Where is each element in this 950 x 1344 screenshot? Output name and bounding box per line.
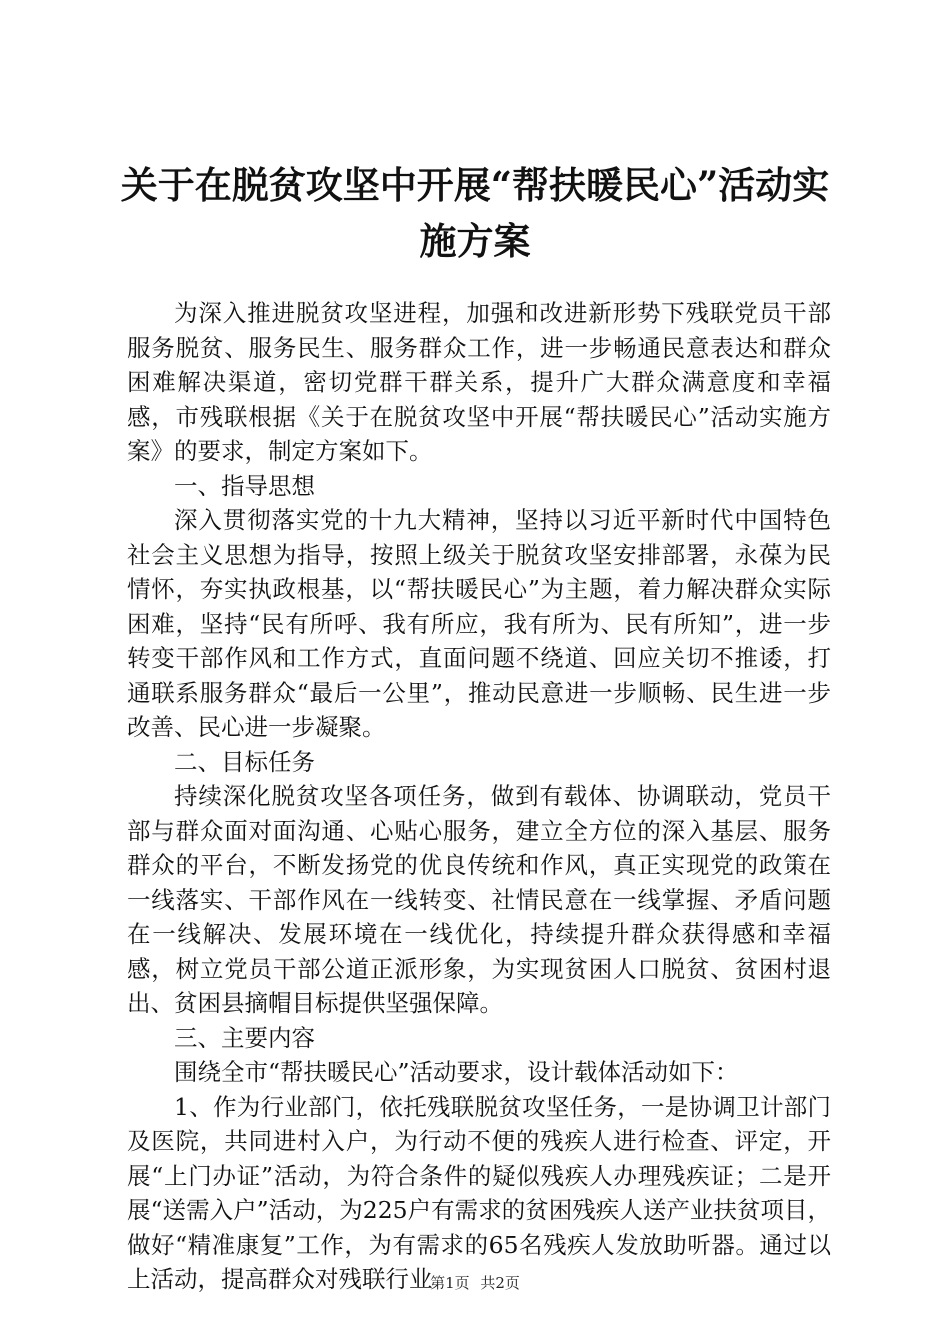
section-heading-goals: 二、目标任务 [174,747,315,776]
page-number-total: 共2页 [480,1274,520,1292]
document-body [127,296,831,1297]
section-heading-guiding-ideology: 一、指导思想 [174,471,315,500]
document-title-line-1: 关于在脱贫攻坚中开展“帮扶暖民心”活动实 [120,163,830,207]
paragraph-guiding-ideology: 深入贯彻落实党的十九大精神，坚持以习近平新时代中国特色社会主义思想为指导，按照上级关于脱贫攻坚安排部署，永葆为民情怀，夯实执政根基，以“帮扶暖民心”为主题，着力解决群众实际困难，坚持“民有所呼、我有所应，我有所为、民有所知”，进一步转变干部作风和工作方式，直面问题不绕道、回应关切不推诿，打通联系服务群众“最后一公里”，推动民意进一步顺畅、民生进一步改善、民心进一步凝聚。 [127,506,831,741]
paragraph-goals: 持续深化脱贫攻坚各项任务，做到有载体、协调联动，党员干部与群众面对面沟通、心贴心服务，建立全方位的深入基层、服务群众的平台，不断发扬党的优良传统和作风，真正实现党的政策在一线落实、干部作风在一线转变、社情民意在一线掌握、矛盾问题在一线解决、发展环境在一线优化，持续提升群众获得感和幸福感，树立党员干部公道正派形象，为实现贫困人口脱贫、贫困村退出、贫困县摘帽目标提供坚强保障。 [127,782,831,1017]
page-footer [0,1272,950,1293]
paragraph-item-1: 1、作为行业部门，依托残联脱贫攻坚任务，一是协调卫计部门及医院，共同进村入户，为行动不便的残疾人进行检查、评定，开展“上门办证”活动，为符合条件的疑似残疾人办理残疾证；二是开展“送需入户”活动，为225户有需求的贫困残疾人送产业扶贫项目，做好“精准康复”工作，为有需求的65名残疾人发放助听器。通过以上活动，提高群众对残联行业 [127,1092,831,1293]
paragraph-main-content-intro: 围绕全市“帮扶暖民心”活动要求，设计载体活动如下： [174,1058,739,1086]
page-number-current: 第1页 [430,1274,470,1292]
document-title-line-2: 施方案 [419,219,531,263]
paragraph-intro: 为深入推进脱贫攻坚进程，加强和改进新形势下残联党员干部服务脱贫、服务民生、服务群众工作，进一步畅通民意表达和群众困难解决渠道，密切党群干群关系，提升广大群众满意度和幸福感，市残联根据《关于在脱贫攻坚中开展“帮扶暖民心”活动实施方案》的要求，制定方案如下。 [127,299,831,465]
section-heading-main-content: 三、主要内容 [174,1023,315,1052]
